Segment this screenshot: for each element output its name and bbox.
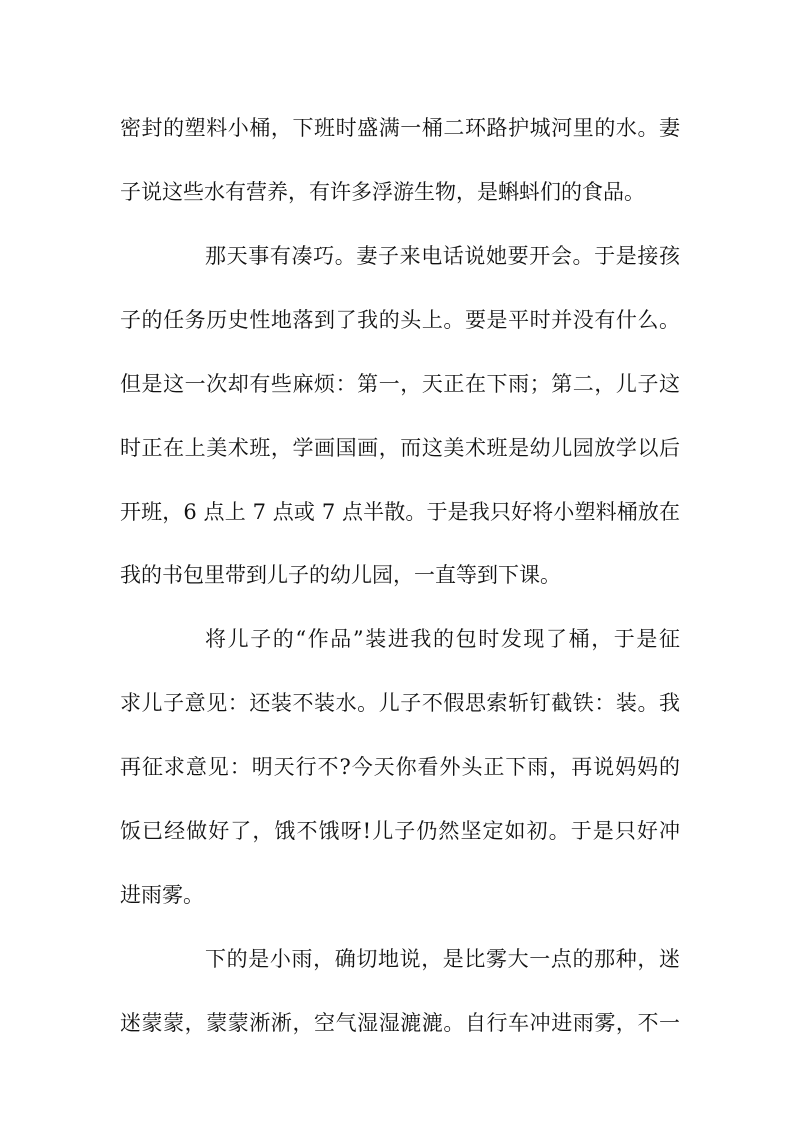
text-line-3: 那天事有凑巧。妻子来电话说她要开会。于是接孩: [205, 244, 680, 268]
text-line-11: 再征求意见：明天行不?今天你看外头正下雨，再说妈妈的: [120, 755, 680, 779]
text-line-14: 下的是小雨，确切地说，是比雾大一点的那种，迷: [205, 947, 680, 971]
text-line-10: 求儿子意见：还装不装水。儿子不假思索斩钉截铁：装。我: [120, 691, 680, 715]
text-line-8: 我的书包里带到儿子的幼儿园，一直等到下课。: [120, 563, 561, 587]
text-line-15: 迷蒙蒙，蒙蒙淅淅，空气湿湿漉漉。自行车冲进雨雾，不一: [120, 1011, 680, 1035]
text-line-7: 开班，6 点上 7 点或 7 点半散。于是我只好将小塑料桶放在: [120, 500, 680, 524]
text-line-5: 但是这一次却有些麻烦：第一，天正在下雨；第二，儿子这: [120, 372, 680, 396]
text-line-9: 将儿子的“作品”装进我的包时发现了桶，于是征: [205, 627, 680, 651]
text-line-4: 子的任务历史性地落到了我的头上。要是平时并没有什么。: [120, 308, 680, 332]
text-line-2: 子说这些水有营养，有许多浮游生物，是蝌蚪们的食品。: [120, 180, 645, 204]
text-line-6: 时正在上美术班，学画国画，而这美术班是幼儿园放学以后: [120, 436, 680, 460]
text-line-1: 密封的塑料小桶，下班时盛满一桶二环路护城河里的水。妻: [120, 116, 680, 140]
text-line-12: 饭已经做好了，饿不饿呀!儿子仍然坚定如初。于是只好冲: [120, 819, 680, 843]
text-line-13: 进雨雾。: [120, 883, 204, 907]
